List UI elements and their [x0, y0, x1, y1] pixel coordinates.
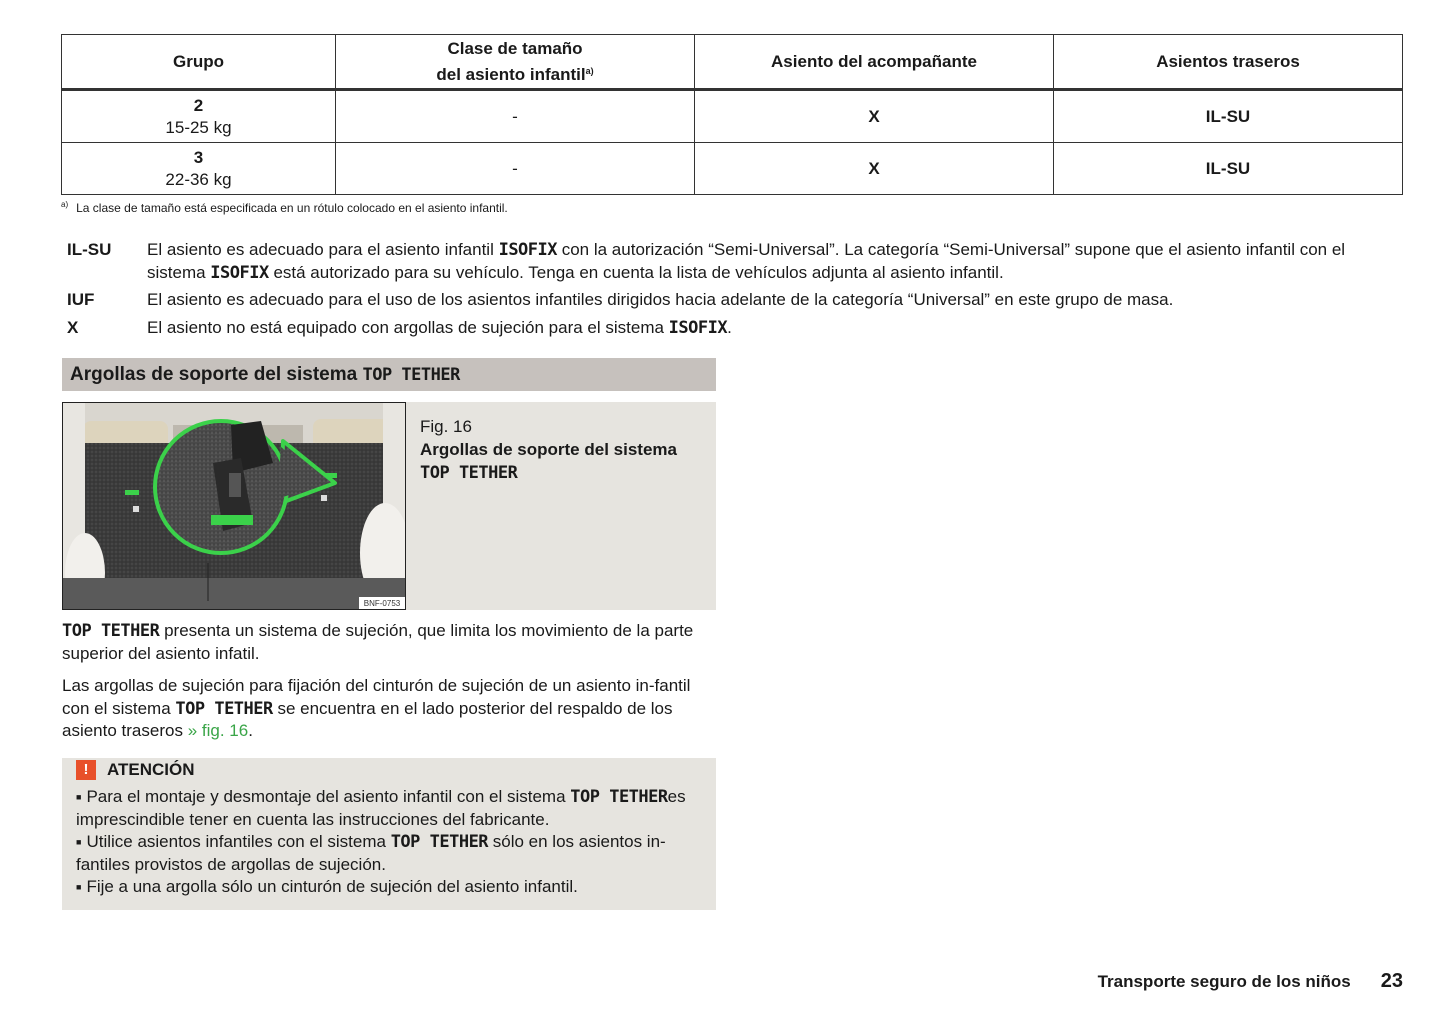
list-item: ■ Utilice asientos infantiles con el sistema TOP TETHER sólo en los asientos in-fantiles provistos de argollas de sujeción. — [76, 831, 704, 876]
paragraph-1: TOP TETHER presenta un sistema de sujeción, que limita los movimiento de la parte superior del asiento infatil. — [62, 621, 694, 663]
top-tether-logo: TOP TETHER — [362, 365, 460, 385]
warning-title: ATENCIÓN — [107, 760, 195, 779]
col-header-size-class: Clase de tamaño del asiento infantil$^{a)}$ — [336, 35, 695, 90]
chapter-title: Transporte seguro de los niños — [1097, 972, 1351, 991]
paragraph-2: Las argollas de sujeción para fijación del cinturón de sujeción de un asiento in-fantil con el sistema TOP TETHER se encuentra en el lado posterior del respaldo de los asiento traseros » fig. 16. — [62, 676, 691, 740]
isofix-logo: ISOFIX — [498, 240, 557, 260]
trunk-image — [63, 403, 406, 610]
cell-rear: IL-SU — [1054, 143, 1403, 195]
figure-caption — [420, 415, 710, 485]
footnote-ref: a) — [585, 65, 594, 76]
col-header-group: Grupo — [62, 35, 336, 90]
cell-rear: IL-SU — [1054, 90, 1403, 143]
cell-size-class: - — [336, 143, 695, 195]
cell-passenger: X — [695, 90, 1054, 143]
definition-il-su: IL-SU El asiento es adecuado para el asiento infantil ISOFIX con la autorización “Semi-Universal”. La categoría “Semi-Universal” supone que el asiento infantil con el sistema ISOFIX está autorizado para su vehículo. Tenga en cuenta la lista de vehículos adjunta al asiento infantil. — [67, 240, 1346, 283]
table-row — [62, 143, 1403, 195]
list-item: ■ Fije a una argolla sólo un cinturón de sujeción del asiento infantil. — [76, 876, 704, 899]
cell-group: 2 15-25 kg — [62, 90, 336, 143]
definition-x: X El asiento no está equipado con argollas de sujeción para el sistema ISOFIX. — [67, 317, 732, 338]
child-seat-table — [61, 34, 1403, 195]
top-tether-logo: TOP TETHER — [175, 698, 273, 719]
col-header-rear-seats: Asientos traseros — [1054, 35, 1403, 90]
warning-icon: ! — [76, 760, 96, 780]
warning-box — [62, 758, 716, 910]
figure-title: Argollas de soporte del sistema — [420, 440, 677, 459]
page-footer — [1098, 970, 1403, 993]
definition-iuf: IUF El asiento es adecuado para el uso de los asientos infantiles dirigidos hacia adelante de la categoría “Universal” en este grupo de masa. — [67, 290, 1174, 309]
section-heading: Argollas de soporte del sistema TOP TETHER — [62, 358, 716, 391]
top-tether-logo: TOP TETHER — [62, 621, 160, 641]
isofix-logo: ISOFIX — [668, 317, 728, 338]
cell-passenger: X — [695, 143, 1054, 195]
figure-16 — [62, 402, 716, 610]
page-number: 23 — [1380, 970, 1403, 992]
definitions-list — [67, 239, 1387, 344]
figure-number: Fig. 16 — [420, 417, 472, 436]
top-tether-logo: TOP TETHER — [570, 787, 668, 807]
list-item: ■ Para el montaje y desmontaje del asiento infantil con el sistema TOP TETHERes imprescindible tener en cuenta las instrucciones del fabricante. — [76, 786, 704, 831]
figure-code: BNF-0753 — [363, 599, 401, 608]
isofix-logo: ISOFIX — [210, 262, 269, 283]
table-row — [62, 90, 1403, 143]
top-tether-logo: TOP TETHER — [420, 463, 518, 483]
figure-link[interactable]: » fig. 16 — [187, 721, 249, 740]
warning-list — [76, 786, 704, 899]
cell-size-class: - — [336, 90, 695, 143]
col-header-passenger-seat: Asiento del acompañante — [695, 35, 1054, 90]
trunk-illustration — [62, 402, 406, 610]
top-tether-logo: TOP TETHER — [390, 832, 489, 852]
cell-group: 3 22-36 kg — [62, 143, 336, 195]
table-footnote: $^{a)}$ La clase de tamaño está especificada en un rótulo colocado en el asiento infantil. — [61, 200, 508, 215]
